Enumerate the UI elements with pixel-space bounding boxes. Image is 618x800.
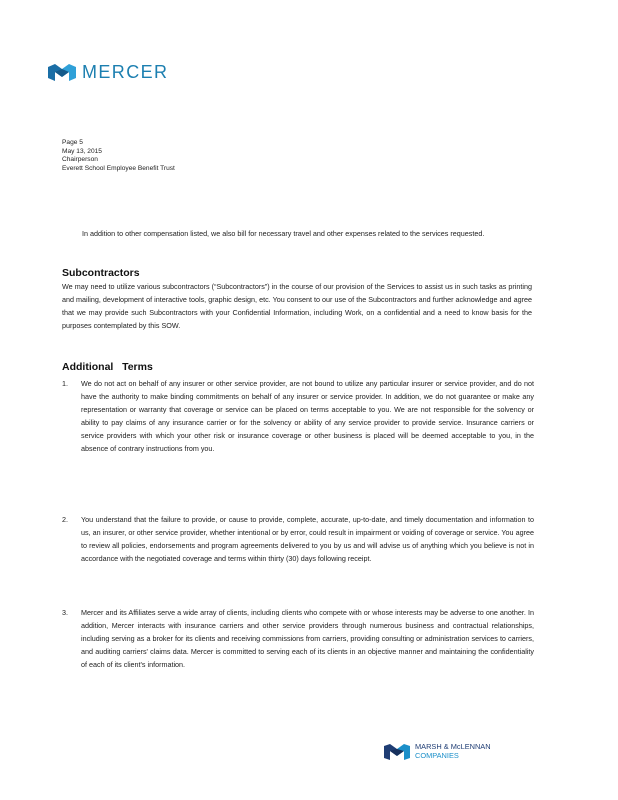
- brand-name: MERCER: [82, 62, 169, 82]
- recipient-role: Chairperson: [62, 156, 98, 164]
- terms-item-2: [62, 513, 534, 565]
- mercer-logo: [48, 62, 168, 83]
- terms-item-text: Mercer and its Affiliates serve a wide array of clients, including clients who compete with or whose interests may be adverse to one another. In addition, Mercer interacts with insurance carriers and other service providers through numerous business and contractual relationships, including serving as a broker for its clients and receiving commissions from carriers, providing consulting or administration services to carriers, and auditing carriers' claims data. Mercer is committed to serving each of its clients in an objective manner and maintaining the confidentiality of each of its client's information.: [81, 608, 534, 669]
- mmc-companies: COMPANIES: [415, 750, 459, 760]
- terms-item-3: [62, 606, 534, 671]
- terms-item-text: You understand that the failure to provide, or cause to provide, complete, accurate, up-to-date, and timely documentation and information to us, an insurer, or other service provider, whether intentional or by error, could result in impairment or voiding of coverage or service. You agree to review all policies, endorsements and program agreements delivered to you by us and will advise us of anything which you believe is not in accordance with the negotiated coverage and terms within thirty (30) days following receipt.: [81, 515, 534, 563]
- additional-terms-heading: Additional Terms: [62, 361, 153, 373]
- page-number: Page 5: [62, 139, 83, 146]
- recipient-org: Everett School Employee Benefit Trust: [62, 164, 175, 172]
- mmc-name: MARSH & McLENNAN: [415, 742, 491, 751]
- terms-item-text: We do not act on behalf of any insurer or other service provider, are not bound to utilize any particular insurer or service provider, and do not have the authority to make binding commitments on behalf of any insurer or service provider. In addition, we do not guarantee or make any representation or warranty that coverage or service can be placed on terms acceptable to you. We are not responsible for the solvency or ability to pay claims of any insurance carrier or for the solvency or ability of any service provider to provide service. Insurance carriers or service providers with which your other risk or insurance coverage or other business is placed will be deemed acceptable to you, in the absence of contrary instructions from you.: [81, 379, 534, 453]
- terms-item-number: 2.: [62, 515, 68, 524]
- mercer-m-icon: [48, 64, 76, 81]
- intro-paragraph: In addition to other compensation listed, we also bill for necessary travel and other expenses related to the services requested.: [82, 229, 485, 238]
- letter-date: May 13, 2015: [62, 147, 102, 155]
- subcontractors-heading: Subcontractors: [62, 267, 140, 279]
- letter-meta: [62, 139, 175, 173]
- terms-item-1: [62, 377, 534, 455]
- subcontractors-paragraph: We may need to utilize various subcontractors (“Subcontractors”) in the course of our provision of the Services to assist us in such tasks as printing and mailing, development of interactive tools, graphic design, etc. You consent to our use of the Subcontractors and further acknowledge and agree that we may provide such Subcontractors with your Confidential Information, including Work, on a confidential and a need to know basis for the purposes contemplated by this SOW.: [62, 282, 532, 330]
- terms-item-number: 1.: [62, 379, 68, 388]
- mmc-footer-logo: [384, 743, 491, 760]
- mmc-m-icon: [384, 744, 410, 760]
- terms-item-number: 3.: [62, 608, 68, 617]
